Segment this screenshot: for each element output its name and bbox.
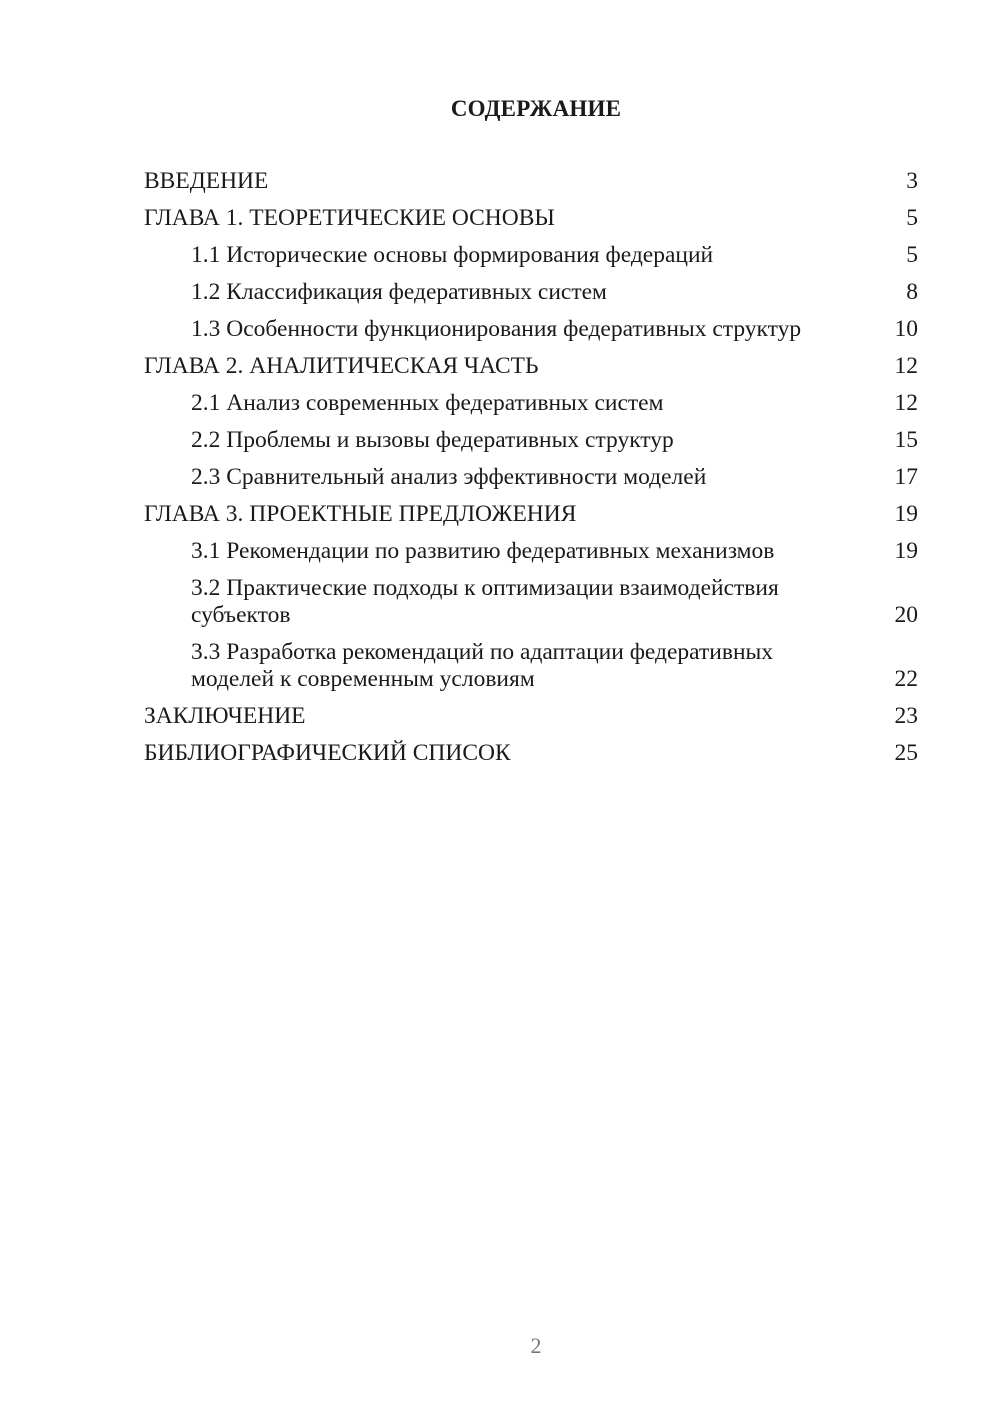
toc-entry-section-1-3[interactable] (191, 316, 919, 343)
toc-entry-text: ВВЕДЕНИЕ (144, 168, 269, 194)
toc-entry-section-3-1[interactable] (191, 538, 919, 565)
table-of-contents (144, 168, 919, 777)
toc-entry-page: 8 (906, 279, 918, 305)
toc-entry-text: 2.1 Анализ современных федеративных систем (191, 390, 664, 416)
toc-entry-page: 17 (894, 464, 918, 490)
toc-entry-page: 20 (894, 602, 918, 628)
toc-entry-page: 19 (894, 538, 918, 564)
toc-entry-page: 22 (894, 666, 918, 692)
toc-entry-section-3-2[interactable] (191, 575, 919, 629)
toc-entry-chapter-3[interactable] (144, 501, 919, 528)
toc-entry-text: 1.3 Особенности функционирования федеративных структур (191, 316, 802, 342)
toc-entry-section-2-3[interactable] (191, 464, 919, 491)
toc-entry-text: ГЛАВА 1. ТЕОРЕТИЧЕСКИЕ ОСНОВЫ (144, 205, 555, 231)
toc-entry-text: 1.2 Классификация федеративных систем (191, 279, 607, 305)
toc-entry-page: 15 (894, 427, 918, 453)
toc-entry-chapter-2[interactable] (144, 353, 919, 380)
page-title: СОДЕРЖАНИЕ (450, 96, 622, 121)
toc-entry-page: 12 (894, 390, 918, 416)
toc-entry-text: 1.1 Исторические основы формирования федераций (191, 242, 714, 268)
toc-entry-section-1-2[interactable] (191, 279, 919, 306)
toc-entry-text: ГЛАВА 3. ПРОЕКТНЫЕ ПРЕДЛОЖЕНИЯ (144, 501, 577, 527)
toc-entry-text: 3.3 Разработка рекомендаций по адаптации федеративных моделей к современным условиям (191, 639, 774, 692)
toc-entry-text: БИБЛИОГРАФИЧЕСКИЙ СПИСОК (144, 740, 511, 766)
toc-entry-text: ГЛАВА 2. АНАЛИТИЧЕСКАЯ ЧАСТЬ (144, 353, 539, 379)
toc-entry-page: 19 (894, 501, 918, 527)
toc-entry-page: 5 (906, 242, 918, 268)
toc-entry-page: 25 (894, 740, 918, 766)
toc-entry-section-3-3[interactable] (191, 639, 919, 693)
toc-entry-text: 2.2 Проблемы и вызовы федеративных структур (191, 427, 674, 453)
toc-entry-page: 10 (894, 316, 918, 342)
toc-entry-text: ЗАКЛЮЧЕНИЕ (144, 703, 306, 729)
toc-entry-page: 5 (906, 205, 918, 231)
toc-entry-conclusion[interactable] (144, 703, 919, 730)
toc-entry-introduction[interactable] (144, 168, 919, 195)
toc-entry-text: 2.3 Сравнительный анализ эффективности моделей (191, 464, 707, 490)
toc-entry-bibliography[interactable] (144, 740, 919, 767)
toc-entry-section-2-1[interactable] (191, 390, 919, 417)
toc-entry-text: 3.2 Практические подходы к оптимизации взаимодействия субъектов (191, 575, 779, 628)
toc-entry-text: 3.1 Рекомендации по развитию федеративных механизмов (191, 538, 775, 564)
toc-entry-section-2-2[interactable] (191, 427, 919, 454)
toc-entry-page: 12 (894, 353, 918, 379)
toc-entry-page: 23 (894, 703, 918, 729)
toc-entry-page: 3 (906, 168, 918, 194)
page-number: 2 (530, 1333, 542, 1358)
toc-entry-chapter-1[interactable] (144, 205, 919, 232)
toc-entry-section-1-1[interactable] (191, 242, 919, 269)
